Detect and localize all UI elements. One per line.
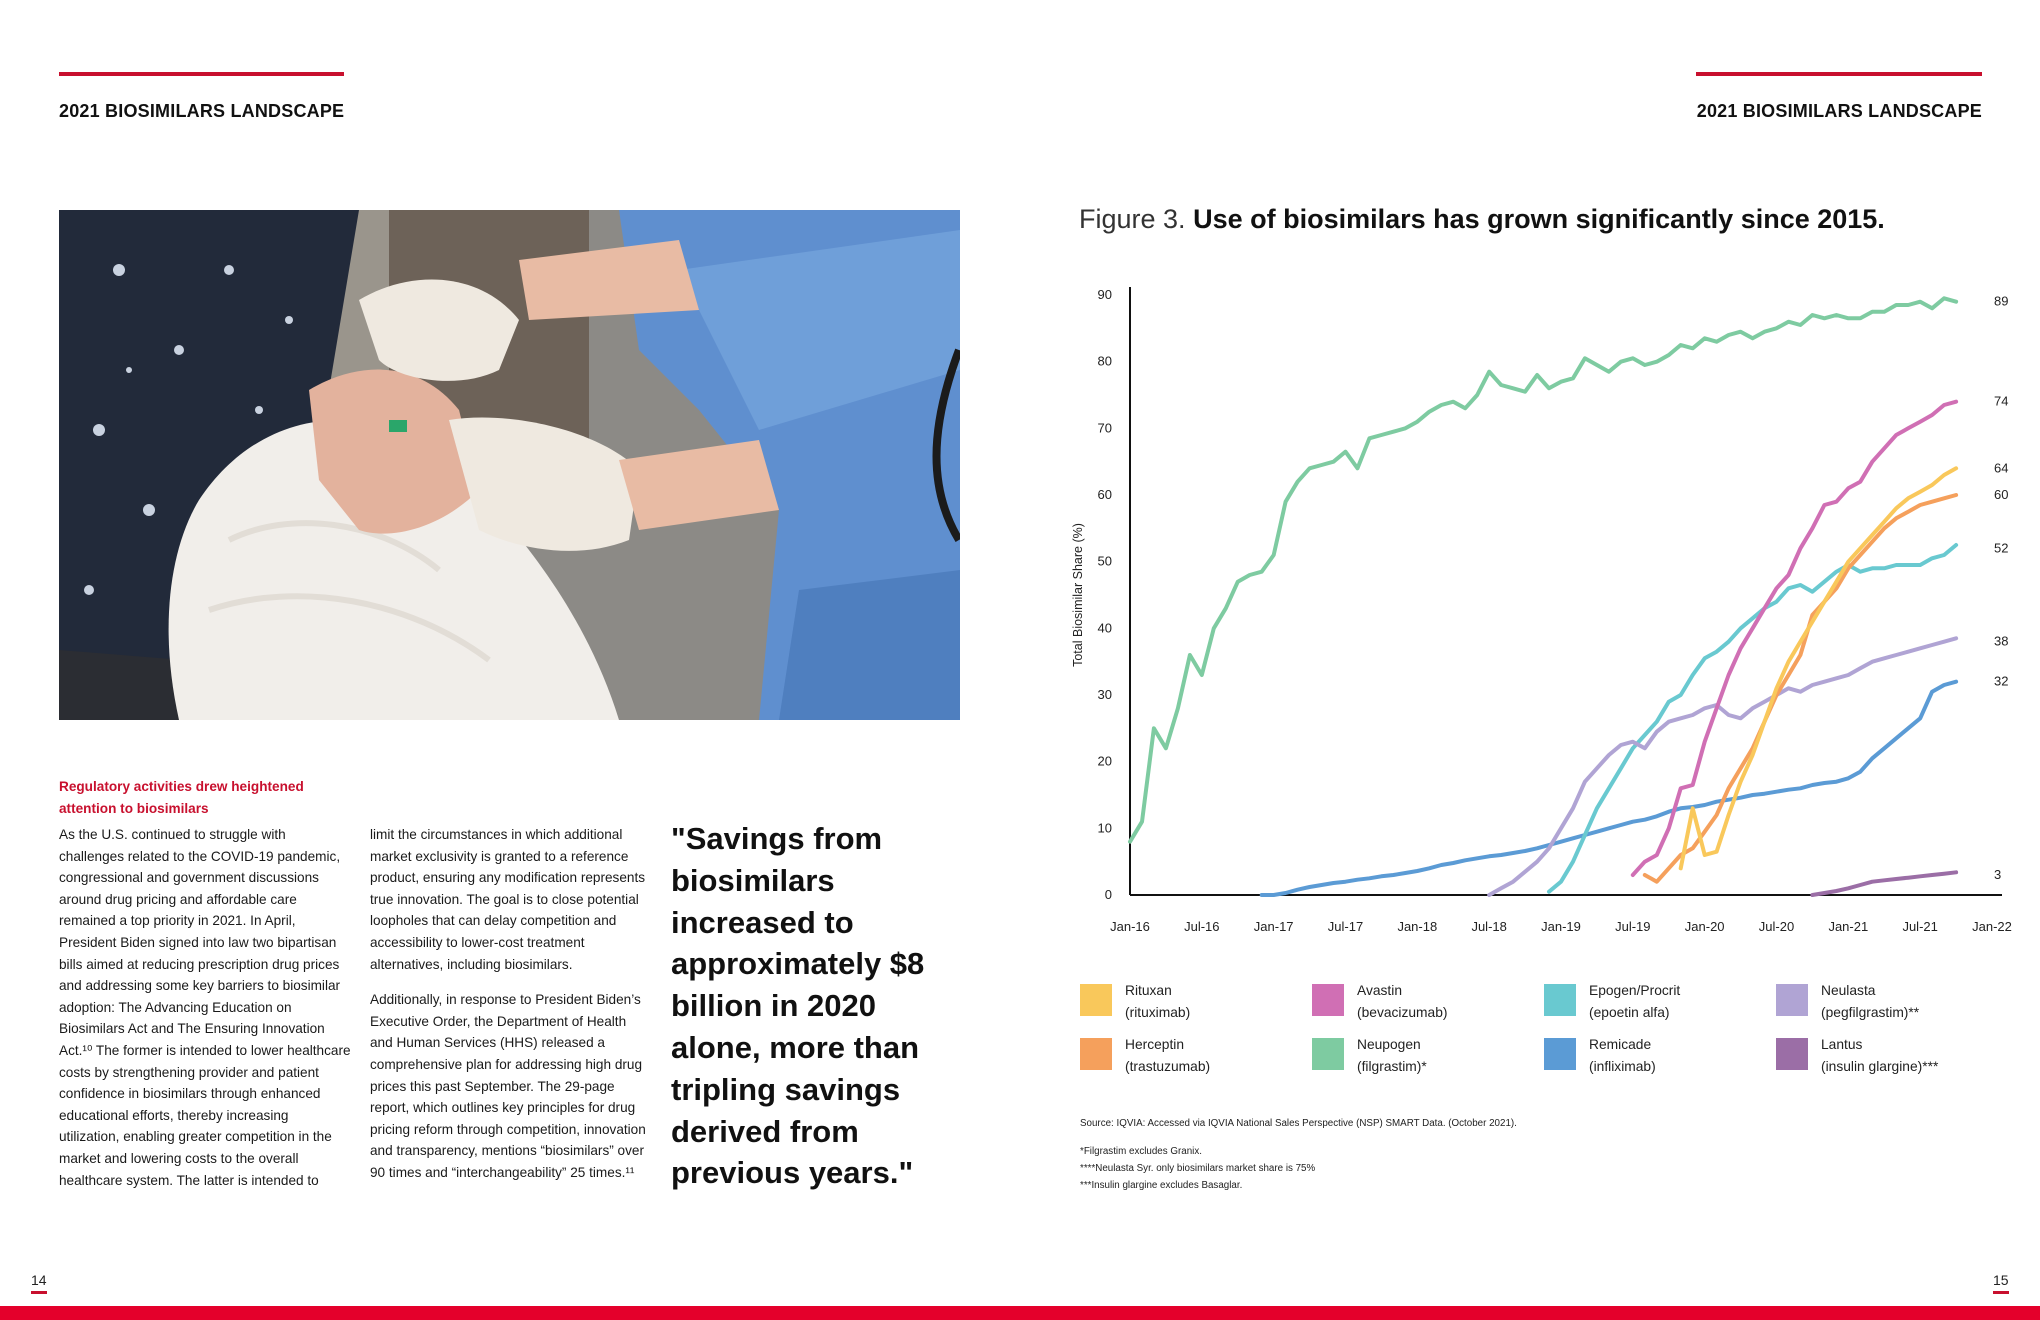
legend-item — [1312, 1034, 1532, 1084]
x-tick-label: Jul-17 — [1327, 919, 1364, 934]
series-lines — [1130, 298, 1956, 895]
legend-item — [1544, 1034, 1764, 1084]
x-tick-label: Jul-18 — [1471, 919, 1507, 934]
x-tick-label: Jan-22 — [1972, 919, 2012, 934]
legend-molecule-name: (filgrastim)* — [1357, 1058, 1427, 1074]
col1-paragraph: As the U.S. continued to struggle with challenges related to the COVID-19 pandemic, congressional and government discussions around drug pricing and affordable care remained a top priority in 2021. In April, President Biden signed into law two bipartisan bills aimed at reducing prescription drug prices and addressing some key barriers to biosimilar adoption: The Advancing Education on Biosimilars Act and The Ensuring Innovation Act.¹⁰ The former is intended to lower healthcare costs by strengthening provider and patient confidence in biosimilars through enhanced educational efforts, thereby increasing utilization, enabling greater competition in the market and lowering costs to the overall healthcare system. The latter is intended to — [59, 827, 351, 1188]
series-end-label: 38 — [1994, 633, 2009, 649]
footer-bar — [0, 1306, 2040, 1320]
x-tick-label: Jan-16 — [1110, 919, 1150, 934]
page-number-left-rule — [31, 1291, 47, 1294]
y-tick-label: 90 — [1097, 287, 1112, 302]
series-line — [1633, 402, 1956, 875]
legend-swatch — [1776, 1038, 1808, 1070]
x-tick-label: Jan-21 — [1828, 919, 1869, 934]
y-tick-label: 0 — [1104, 887, 1112, 902]
legend-item — [1080, 980, 1300, 1030]
biosimilar-share-line-chart — [1060, 275, 2020, 945]
figure-title — [1079, 204, 1885, 235]
legend-item — [1544, 980, 1764, 1030]
legend-molecule-name: (pegfilgrastim)** — [1821, 1004, 1920, 1020]
legend-item — [1776, 1034, 1996, 1084]
legend-molecule-name: (rituximab) — [1125, 1004, 1191, 1020]
legend-drug-name: Herceptin — [1125, 1037, 1185, 1052]
legend-molecule-name: (infliximab) — [1589, 1058, 1656, 1074]
y-tick-label: 50 — [1097, 553, 1112, 569]
series-end-label: 32 — [1994, 673, 2009, 689]
x-tick-label: Jan-18 — [1397, 919, 1438, 934]
series-end-label: 89 — [1994, 293, 2009, 309]
x-tick-label: Jan-20 — [1684, 919, 1725, 934]
y-tick-label: 30 — [1097, 687, 1112, 702]
page-number-right-rule — [1993, 1291, 2009, 1294]
y-axis-label: Total Biosimilar Share (%) — [1071, 523, 1085, 667]
legend-item — [1080, 1034, 1300, 1084]
series-end-label: 52 — [1994, 540, 2009, 556]
y-tick-label: 20 — [1097, 753, 1112, 769]
series-end-label: 60 — [1994, 487, 2009, 502]
series-end-label: 3 — [1994, 867, 2002, 882]
legend-swatch — [1312, 1038, 1344, 1070]
y-tick-label: 60 — [1097, 487, 1112, 502]
legend-drug-name: Neulasta — [1821, 983, 1876, 998]
footnote-insulin: ***Insulin glargine excludes Basaglar. — [1080, 1180, 1243, 1191]
y-tick-label: 10 — [1097, 820, 1112, 836]
series-end-label: 64 — [1994, 460, 2009, 476]
y-tick-label: 40 — [1097, 620, 1112, 636]
legend-text — [1357, 1034, 1427, 1077]
page-number-right: 15 — [1993, 1272, 2009, 1288]
legend-text — [1125, 980, 1190, 1023]
end-labels — [1994, 294, 2008, 882]
series-line — [1489, 638, 1956, 895]
x-tick-label: Jul-19 — [1615, 919, 1651, 934]
legend-molecule-name: (bevacizumab) — [1357, 1004, 1448, 1020]
series-line — [1549, 545, 1956, 892]
source-note: Source: IQVIA: Accessed via IQVIA National Sales Perspective (NSP) SMART Data. (October 2021). — [1080, 1118, 1517, 1129]
x-tick-label: Jul-16 — [1184, 919, 1220, 934]
nurse-iv-photo — [59, 210, 960, 720]
col2-paragraph-1: limit the circumstances in which additional market exclusivity is granted to a reference product, ensuring any modification represents true innovation. The goal is to close potential loopholes that can delay competition and accessibility to lower-cost treatment alternatives, including biosimilars. — [370, 827, 646, 972]
legend-swatch — [1080, 1038, 1112, 1070]
legend-drug-name: Neupogen — [1357, 1037, 1421, 1052]
chart-legend — [1080, 980, 1980, 1090]
header-rule-right — [1696, 72, 1982, 76]
pull-quote: "Savings from biosimilars increased to approximately $8 billion in 2020 alone, more than tripling savings derived from previous years." — [671, 821, 925, 1191]
legend-drug-name: Epogen/Procrit — [1589, 983, 1681, 998]
legend-text — [1357, 980, 1447, 1023]
legend-swatch — [1776, 984, 1808, 1016]
legend-swatch — [1312, 984, 1344, 1016]
series-line — [1130, 298, 1956, 841]
section-heading: Regulatory activities drew heightened attention to biosimilars — [59, 779, 304, 816]
article-column-1 — [59, 824, 351, 1205]
article-column-2 — [370, 824, 648, 1198]
legend-text — [1821, 980, 1919, 1023]
running-header-right: 2021 BIOSIMILARS LANDSCAPE — [1696, 101, 1982, 121]
x-tick-label: Jul-21 — [1902, 919, 1938, 934]
legend-swatch — [1544, 984, 1576, 1016]
x-tick-label: Jul-20 — [1758, 919, 1795, 934]
series-line — [1812, 872, 1956, 895]
legend-text — [1125, 1034, 1210, 1077]
legend-drug-name: Rituxan — [1125, 983, 1172, 998]
header-rule-left — [59, 72, 344, 76]
running-header-left: 2021 BIOSIMILARS LANDSCAPE — [59, 101, 345, 121]
figure-label: Figure 3. — [1079, 204, 1186, 234]
y-axis-label-group — [1071, 523, 1085, 667]
legend-drug-name: Lantus — [1821, 1037, 1863, 1052]
x-tick-label: Jan-17 — [1253, 919, 1294, 934]
legend-molecule-name: (trastuzumab) — [1125, 1058, 1211, 1074]
legend-drug-name: Remicade — [1589, 1037, 1652, 1052]
footnote-neulasta: ****Neulasta Syr. only biosimilars market share is 75% — [1080, 1163, 1316, 1174]
col2-paragraph-2: Additionally, in response to President Biden’s Executive Order, the Department of Health and Human Services (HHS) released a comprehensive plan for addressing high drug prices this past September. The 29-page report, which outlines key principles for drug pricing reform through competition, innovation and transparency, mentions “biosimilars” over 90 times and “interchangeability” 25 times.¹¹ — [370, 992, 646, 1180]
figure-heading: Use of biosimilars has grown significantly since 2015. — [1193, 204, 1885, 234]
legend-item — [1776, 980, 1996, 1030]
y-tick-label: 80 — [1097, 353, 1112, 369]
legend-swatch — [1080, 984, 1112, 1016]
legend-text — [1589, 1034, 1656, 1077]
footnote-filgrastim: *Filgrastim excludes Granix. — [1080, 1146, 1202, 1157]
page-number-left: 14 — [31, 1272, 47, 1288]
series-line — [1681, 468, 1956, 868]
legend-molecule-name: (insulin glargine)*** — [1821, 1058, 1939, 1074]
y-tick-label: 70 — [1097, 420, 1112, 436]
legend-molecule-name: (epoetin alfa) — [1589, 1004, 1670, 1020]
legend-swatch — [1544, 1038, 1576, 1070]
x-tick-label: Jan-19 — [1541, 919, 1581, 934]
legend-text — [1589, 980, 1680, 1023]
legend-item — [1312, 980, 1532, 1030]
series-end-label: 74 — [1994, 393, 2009, 409]
legend-drug-name: Avastin — [1357, 983, 1402, 998]
legend-text — [1821, 1034, 1938, 1077]
